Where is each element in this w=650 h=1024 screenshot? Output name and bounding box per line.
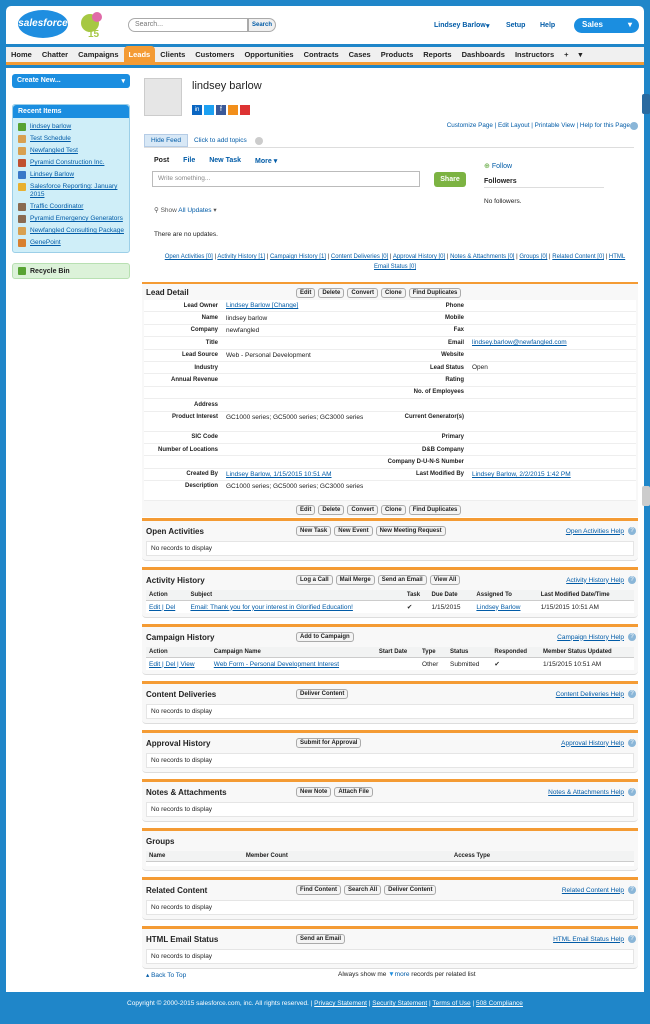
recent-item[interactable]: [13, 145, 129, 157]
section-notes: [142, 779, 638, 822]
detail-row: [144, 412, 636, 432]
column-header: Action: [146, 590, 187, 601]
field-label: Lead Owner: [183, 302, 218, 309]
new-event-button[interactable]: New Event: [334, 526, 372, 536]
recent-items: [12, 104, 130, 253]
section-help-link[interactable]: Related Content Help: [561, 886, 624, 894]
share-button[interactable]: Share: [434, 172, 466, 187]
related-table: [146, 590, 634, 613]
deliver-content-button[interactable]: Deliver Content: [296, 689, 348, 699]
recent-item[interactable]: [13, 121, 129, 133]
cell: 1/15/2015: [431, 603, 461, 611]
clone-button[interactable]: Clone: [381, 505, 406, 515]
section-title: Notes & Attachments: [146, 787, 227, 797]
related-list-link[interactable]: Campaign History [1]: [269, 254, 326, 260]
column-header: Start Date: [376, 647, 419, 658]
recycle-bin[interactable]: [12, 263, 130, 279]
recent-item-link[interactable]: Lindsey Barlow: [30, 171, 75, 178]
table-row: [146, 601, 634, 614]
create-new-label: Create New...: [17, 77, 61, 84]
user-menu-caret-icon[interactable]: ▾: [486, 23, 490, 30]
no-records: No records to display: [146, 541, 634, 556]
section-title: HTML Email Status: [146, 934, 219, 944]
field-value: newfangled: [226, 326, 260, 334]
footer: Copyright © 2000-2015 salesforce.com, inc. All rights reserved. | Privacy Statement | Security Statement | Terms of Use | 508 Compliance: [127, 1000, 523, 1007]
tab-chatter[interactable]: Chatter: [41, 49, 69, 59]
lead-detail-title: Lead Detail: [146, 287, 189, 297]
privacy-link[interactable]: Privacy Statement: [314, 1000, 367, 1007]
recent-item-link[interactable]: lindsey barlow: [30, 123, 72, 130]
post-input[interactable]: Write something...: [152, 171, 420, 187]
add-to-campaign-button[interactable]: Add to Campaign: [296, 632, 354, 642]
recent-item-link[interactable]: Pyramid Construction Inc.: [30, 159, 105, 166]
svg-text:15: 15: [88, 29, 100, 39]
section-content-deliveries: [142, 681, 638, 724]
record-icon: [18, 183, 26, 191]
more-label: More: [255, 158, 272, 165]
lead-detail: [142, 282, 638, 517]
send-an-email-button[interactable]: Send an Email: [296, 934, 345, 944]
recent-item-link[interactable]: Newfangled Consulting Package: [30, 227, 124, 234]
cell[interactable]: Lindsey Barlow: [476, 603, 521, 611]
page-links[interactable]: Customize Page | Edit Layout | Printable View | Help for this Page: [446, 122, 630, 129]
convert-button[interactable]: Convert: [347, 505, 378, 515]
section-title: Open Activities: [146, 526, 204, 536]
record-icon: [18, 123, 26, 131]
section-open-activities: [142, 518, 638, 561]
tab-opportunities[interactable]: Opportunities: [244, 49, 294, 59]
tab-[interactable]: +: [564, 49, 569, 59]
detail-row: [144, 444, 636, 456]
column-header: Type: [419, 647, 447, 658]
column-header: Name: [146, 851, 243, 862]
new-note-button[interactable]: New Note: [296, 787, 331, 797]
file-tab[interactable]: File: [183, 157, 196, 164]
tab-reports[interactable]: Reports: [423, 49, 452, 59]
help-link[interactable]: Help: [540, 22, 556, 29]
field-value[interactable]: lindsey.barlow@newfangled.com: [472, 339, 567, 347]
section-help-link[interactable]: Notes & Attachments Help: [548, 788, 624, 796]
related-list-link[interactable]: HTML Email Status [0]: [373, 254, 626, 270]
split-handle[interactable]: [642, 486, 650, 506]
add-topics-link[interactable]: Click to add topics: [194, 137, 247, 144]
field-value: Web - Personal Development: [226, 351, 311, 359]
field-value[interactable]: Lindsey Barlow, 2/2/2015 1:42 PM: [472, 470, 571, 478]
field-value: GC1000 series; GC5000 series; GC3000 series: [226, 483, 364, 491]
follow-link[interactable]: [484, 162, 512, 170]
related-list-link[interactable]: Groups [0]: [519, 254, 548, 260]
detail-row: [144, 362, 636, 374]
field-label: Title: [205, 339, 218, 346]
submit-for-approval-button[interactable]: Submit for Approval: [296, 738, 361, 748]
record-icon: [18, 135, 26, 143]
info-icon: [255, 137, 263, 145]
tab-campaigns[interactable]: Campaigns: [78, 49, 119, 59]
column-header: Subject: [187, 590, 403, 601]
section-activity-history: [142, 567, 638, 618]
youtube-icon[interactable]: [240, 105, 250, 115]
related-lists: [142, 518, 638, 975]
app-selector[interactable]: [574, 18, 639, 33]
convert-button[interactable]: Convert: [347, 288, 378, 298]
field-label: Company D-U-N-S Number: [387, 458, 464, 465]
social-icons: [192, 105, 250, 115]
find-duplicates-button[interactable]: Find Duplicates: [409, 288, 462, 298]
plus-icon: ⊕: [484, 163, 490, 170]
field-label: Industry: [194, 364, 218, 371]
send-an-email-button[interactable]: Send an Email: [378, 575, 427, 585]
tab-home[interactable]: Home: [11, 49, 32, 59]
recent-item[interactable]: [13, 225, 129, 237]
detail-row: [144, 481, 636, 501]
field-label: Email: [447, 339, 464, 346]
column-header: Last Modified Date/Time: [538, 590, 634, 601]
back-to-top[interactable]: ▴ Back To Top: [146, 972, 187, 979]
detail-row: [144, 469, 636, 481]
detail-row: [144, 399, 636, 411]
tab-leads[interactable]: Leads: [124, 46, 156, 64]
cell: Submitted: [450, 660, 480, 668]
tab-customers[interactable]: Customers: [195, 49, 235, 59]
field-value: Open: [472, 364, 488, 372]
deliver-content-button[interactable]: Deliver Content: [384, 885, 436, 895]
section-related-content: [142, 877, 638, 920]
records-label: records per related list: [411, 971, 476, 978]
section-title: Related Content: [146, 885, 208, 895]
section-title: Groups: [146, 836, 175, 846]
recycle-bin-label: Recycle Bin: [30, 267, 70, 275]
recent-item[interactable]: [13, 181, 129, 201]
sidebar-toggle-handle[interactable]: [642, 94, 650, 114]
no-updates: There are no updates.: [154, 231, 218, 238]
klout-icon[interactable]: [228, 105, 238, 115]
field-label: Phone: [445, 302, 464, 309]
tab-cases[interactable]: Cases: [348, 49, 371, 59]
cell: ✔: [494, 661, 500, 668]
section-title: Campaign History: [146, 632, 215, 642]
tab-contracts[interactable]: Contracts: [303, 49, 339, 59]
show-label: Show: [160, 207, 177, 214]
help-icon[interactable]: ?: [628, 886, 636, 894]
new-task-button[interactable]: New Task: [296, 526, 331, 536]
recent-item[interactable]: [13, 237, 129, 249]
detail-row: [144, 300, 636, 312]
help-icon[interactable]: ?: [628, 527, 636, 535]
publisher-tabs: [154, 157, 277, 165]
field-label: Rating: [445, 377, 464, 384]
sidebar: [12, 74, 134, 279]
tab-bar: [6, 47, 644, 65]
column-header: Campaign Name: [211, 647, 376, 658]
help-icon[interactable]: [630, 122, 638, 130]
field-label: Name: [201, 315, 218, 322]
cell: ✔: [406, 604, 413, 611]
column-header: Task: [404, 590, 429, 601]
user-menu[interactable]: Lindsey Barlow: [434, 22, 486, 29]
copyright: Copyright © 2000-2015 salesforce.com, inc. All rights reserved. |: [127, 1000, 315, 1007]
detail-row: [144, 387, 636, 399]
attach-file-button[interactable]: Attach File: [334, 787, 373, 797]
detail-row: [144, 350, 636, 362]
field-label: Description: [184, 483, 218, 490]
recent-items-title: Recent Items: [13, 105, 129, 118]
recent-item[interactable]: [13, 213, 129, 225]
recent-item-link[interactable]: Pyramid Emergency Generators: [30, 215, 123, 222]
section-approval-history: [142, 730, 638, 773]
help-icon[interactable]: ?: [628, 576, 636, 584]
detail-row: [144, 337, 636, 349]
profile-name: lindsey barlow: [192, 80, 262, 92]
delete-button[interactable]: Delete: [318, 288, 344, 298]
section-title: Activity History: [146, 575, 205, 585]
delete-button[interactable]: Delete: [318, 505, 344, 515]
help-icon[interactable]: ?: [628, 788, 636, 796]
more-records-link[interactable]: more: [394, 971, 410, 978]
section-help-link[interactable]: Approval History Help: [561, 739, 624, 747]
section-title: Content Deliveries: [146, 689, 217, 699]
recent-item-link[interactable]: Salesforce Reporting: January 2015: [30, 183, 118, 198]
section-help-link[interactable]: HTML Email Status Help: [553, 935, 624, 943]
create-new-button[interactable]: [12, 74, 130, 88]
security-link[interactable]: Security Statement: [372, 1000, 428, 1007]
detail-row: [144, 456, 636, 468]
feed-bar: [144, 134, 634, 148]
field-label: No. of Employees: [413, 389, 464, 396]
field-value[interactable]: Lindsey Barlow [Change]: [226, 302, 299, 310]
section-help-link[interactable]: Activity History Help: [566, 576, 624, 584]
table-row: [146, 658, 634, 671]
clone-button[interactable]: Clone: [381, 288, 406, 298]
linkedin-icon[interactable]: in: [192, 105, 202, 115]
tab-instructors[interactable]: Instructors: [514, 49, 555, 59]
tabs-menu-icon[interactable]: ▾: [578, 49, 583, 59]
field-label: Last Modified By: [415, 471, 464, 478]
tab-products[interactable]: Products: [380, 49, 414, 59]
main-panel: [6, 68, 644, 992]
mascot-15-icon: [70, 9, 110, 39]
record-icon: [18, 239, 26, 247]
record-icon: [18, 227, 26, 235]
chevron-down-icon: ▾: [627, 20, 632, 29]
no-records: No records to display: [146, 949, 634, 964]
chevron-down-icon: ▼: [388, 971, 395, 978]
field-label: Address: [193, 401, 218, 408]
field-label: Mobile: [445, 315, 464, 322]
cell[interactable]: Web Form - Personal Development Interest: [213, 660, 340, 668]
field-label: Product Interest: [171, 413, 218, 420]
section-help-link[interactable]: Campaign History Help: [557, 633, 624, 641]
section-help-link[interactable]: Content Deliveries Help: [555, 690, 624, 698]
twitter-icon[interactable]: [204, 105, 214, 115]
search-all-button[interactable]: Search All: [344, 885, 381, 895]
edit-button[interactable]: Edit: [296, 505, 315, 515]
related-table: [146, 851, 634, 866]
terms-link[interactable]: Terms of Use: [432, 1000, 471, 1007]
search-input[interactable]: Search...: [128, 18, 248, 32]
section-help-link[interactable]: Open Activities Help: [565, 527, 624, 535]
back-to-top-label: Back To Top: [151, 972, 187, 979]
field-label: Number of Locations: [157, 446, 218, 453]
field-label: Annual Revenue: [170, 377, 218, 384]
setup-link[interactable]: Setup: [506, 22, 526, 29]
column-header: Assigned To: [473, 590, 537, 601]
edit-button[interactable]: Edit: [296, 288, 315, 298]
record-icon: [18, 203, 26, 211]
follow-label: Follow: [491, 163, 513, 170]
salesforce-logo[interactable]: salesforce: [18, 10, 68, 38]
record-icon: [18, 147, 26, 155]
column-header: Status: [447, 647, 491, 658]
hide-feed-button[interactable]: Hide Feed: [144, 134, 188, 147]
related-list-links: Open Activities [0] | Activity History [1] | Campaign History [1] | Content Deliveries [0] | Approval History [0] | Notes & Attachments [0] | Groups [0] | Related Content [0] | HTML Email Status [0]: [164, 254, 626, 270]
related-table: [146, 647, 634, 670]
detail-buttons-top: [296, 289, 464, 296]
tab-clients[interactable]: Clients: [160, 49, 186, 59]
field-label: Lead Status: [429, 364, 464, 371]
detail-row: [144, 432, 636, 444]
column-header: Due Date: [429, 590, 474, 601]
field-label: Current Generator(s): [404, 413, 464, 420]
no-records: No records to display: [146, 704, 634, 719]
post-tab[interactable]: Post: [154, 157, 170, 164]
section-campaign-history: [142, 624, 638, 675]
recent-item[interactable]: [13, 169, 129, 181]
related-list-link[interactable]: Approval History [0]: [392, 254, 446, 260]
field-label: Company: [190, 327, 218, 334]
help-icon[interactable]: ?: [628, 739, 636, 747]
column-header: Member Status Updated: [540, 647, 634, 658]
find-content-button[interactable]: Find Content: [296, 885, 341, 895]
compliance-link[interactable]: 508 Compliance: [475, 1000, 523, 1007]
section-html-email: [142, 926, 638, 969]
related-list-link[interactable]: Related Content [0]: [552, 254, 604, 260]
avatar: [144, 78, 182, 116]
recent-item[interactable]: [13, 157, 129, 169]
detail-row: [144, 374, 636, 386]
cell: 1/15/2015 10:51 AM: [540, 603, 599, 611]
show-filter: ⚲ Show All Updates ▾: [154, 207, 217, 214]
no-records: No records to display: [146, 900, 634, 915]
facebook-icon[interactable]: f: [216, 105, 226, 115]
more-menu[interactable]: More ▾: [255, 158, 278, 165]
chevron-down-icon: ▾: [121, 78, 125, 85]
new-task-tab[interactable]: New Task: [209, 157, 242, 164]
no-followers: No followers.: [484, 198, 522, 205]
help-icon[interactable]: ?: [628, 935, 636, 943]
cell[interactable]: Edit | Del: [149, 603, 176, 611]
record-icon: [18, 159, 26, 167]
field-label: D&B Company: [421, 446, 464, 453]
always-label: Always show me: [338, 971, 387, 978]
no-records: No records to display: [146, 753, 634, 768]
detail-row: [144, 325, 636, 337]
related-list-link[interactable]: Notes & Attachments [0]: [450, 254, 515, 260]
recent-item-link[interactable]: Newfangled Test: [30, 147, 78, 154]
detail-buttons-bottom: [296, 506, 464, 513]
field-value: GC1000 series; GC5000 series; GC3000 series: [226, 413, 364, 421]
cell: 1/15/2015 10:51 AM: [543, 660, 602, 668]
field-value[interactable]: Lindsey Barlow, 1/15/2015 10:51 AM: [226, 470, 332, 478]
column-header: Access Type: [451, 851, 634, 862]
help-icon[interactable]: ?: [628, 633, 636, 641]
records-per-list: [338, 971, 476, 978]
all-updates-dropdown[interactable]: All Updates: [178, 207, 212, 214]
recent-item[interactable]: [13, 201, 129, 213]
search-button[interactable]: Search: [248, 18, 276, 32]
log-a-call-button[interactable]: Log a Call: [296, 575, 333, 585]
detail-row: [144, 312, 636, 324]
find-duplicates-button[interactable]: Find Duplicates: [409, 505, 462, 515]
cell: Other: [422, 660, 439, 668]
recent-item-link[interactable]: Test Schedule: [30, 135, 71, 142]
tab-dashboards[interactable]: Dashboards: [461, 49, 505, 59]
mail-merge-button[interactable]: Mail Merge: [336, 575, 375, 585]
related-list-link[interactable]: Open Activities [0]: [164, 254, 213, 260]
field-label: Fax: [453, 327, 464, 334]
section-title: Approval History: [146, 738, 211, 748]
field-label: Created By: [186, 471, 218, 478]
field-label: Website: [441, 352, 464, 359]
related-list-link[interactable]: Activity History [1]: [217, 254, 266, 260]
followers-title: Followers: [484, 178, 604, 188]
recent-item-link[interactable]: Traffic Coordinator: [30, 203, 84, 210]
column-header: Responded: [491, 647, 540, 658]
new-meeting-request-button[interactable]: New Meeting Request: [376, 526, 446, 536]
search-icon: ⚲: [154, 207, 159, 214]
related-list-link[interactable]: Content Deliveries [0]: [330, 254, 389, 260]
field-value: lindsey barlow: [226, 314, 268, 322]
cell[interactable]: Email: Thank you for your interest in Glorified Education!: [190, 603, 353, 611]
recycle-icon: [18, 267, 26, 275]
record-icon: [18, 171, 26, 179]
column-header: Action: [146, 647, 211, 658]
recent-item[interactable]: [13, 133, 129, 145]
app-selector-label: Sales: [582, 20, 603, 29]
view-all-button[interactable]: View All: [430, 575, 461, 585]
no-records: No records to display: [146, 802, 634, 817]
field-label: Primary: [441, 434, 464, 441]
field-label: SIC Code: [191, 434, 218, 441]
record-icon: [18, 215, 26, 223]
field-label: Lead Source: [181, 352, 218, 359]
help-icon[interactable]: ?: [628, 690, 636, 698]
header: [6, 6, 644, 44]
cell[interactable]: Edit | Del | View: [149, 660, 195, 668]
recent-item-link[interactable]: GenePoint: [30, 239, 61, 246]
column-header: Member Count: [243, 851, 451, 862]
section-groups: [142, 828, 638, 871]
